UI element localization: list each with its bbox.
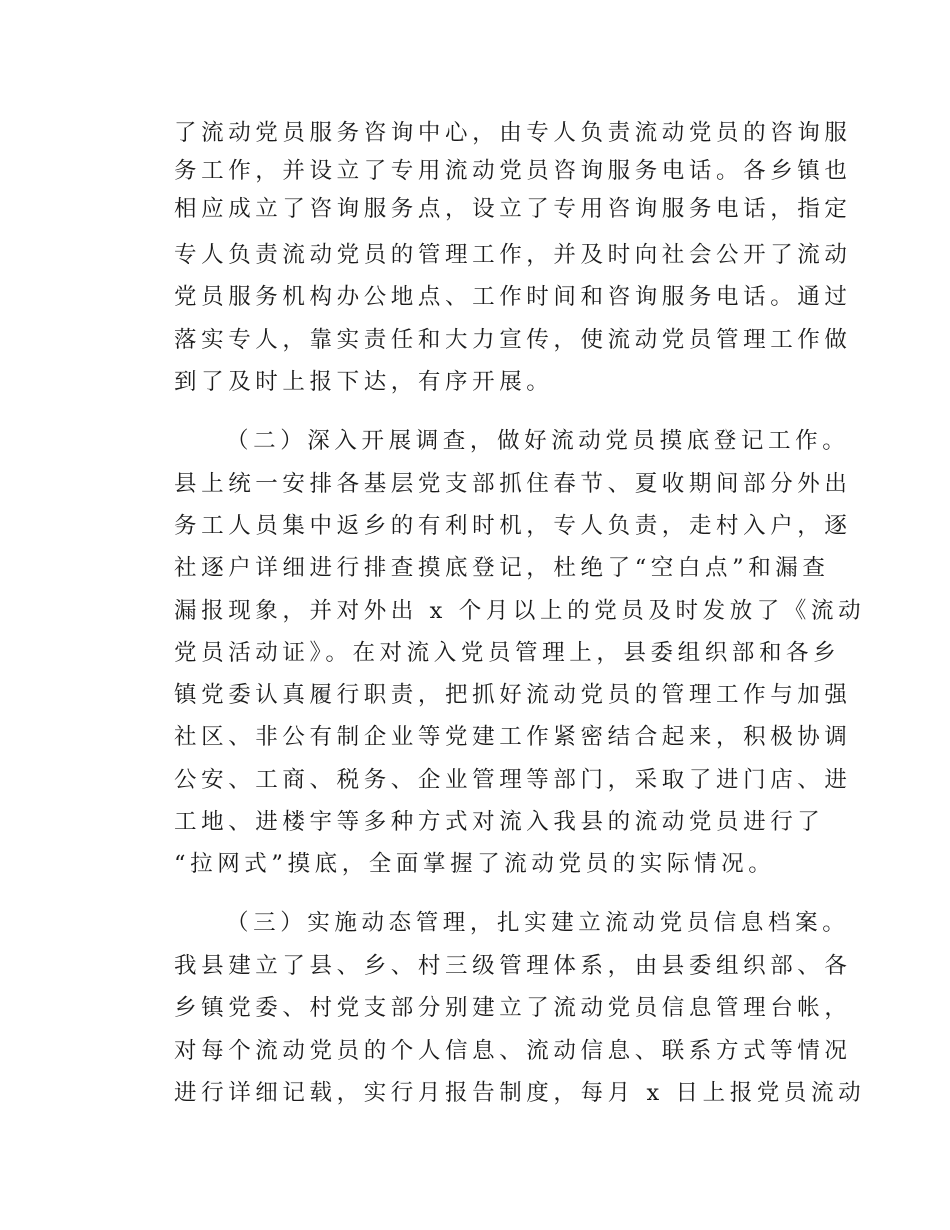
paragraph-2-line-11: “拉网式”摸底，全面掌握了流动党员的实际情况。	[174, 851, 776, 877]
paragraph-2-line-3: 务工人员集中返乡的有利时机，专人负责，走村入户，逐	[174, 513, 852, 539]
paragraph-3-line-3: 乡镇党委、村党支部分别建立了流动党员信息管理台帐，	[174, 995, 852, 1021]
paragraph-2-line-7: 镇党委认真履行职责，把抓好流动党员的管理工作与加强	[174, 682, 852, 708]
paragraph-3-line-5: 进行详细记载，实行月报告制度，每月 x 日上报党员流动	[174, 1080, 866, 1106]
paragraph-2-line-9: 公安、工商、税务、企业管理等部门，采取了进门店、进	[174, 767, 852, 793]
paragraph-2-line-10: 工地、进楼宇等多种方式对流入我县的流动党员进行了	[174, 809, 825, 835]
paragraph-2-line-5: 漏报现象，并对外出 x 个月以上的党员及时发放了《流动	[174, 598, 866, 624]
paragraph-2-line-8: 社区、非公有制企业等党建工作紧密结合起来，积极协调	[174, 724, 852, 750]
paragraph-1-line-6: 落实专人，靠实责任和大力宣传，使流动党员管理工作做	[174, 327, 852, 353]
paragraph-3-heading: （三）实施动态管理，扎实建立流动党员信息档案。	[226, 910, 850, 936]
paragraph-2-line-2: 县上统一安排各基层党支部抓住春节、夏收期间部分外出	[174, 471, 852, 497]
paragraph-1-line-2: 务工作，并设立了专用流动党员咨询服务电话。各乡镇也	[174, 158, 852, 184]
paragraph-3-line-4: 对每个流动党员的个人信息、流动信息、联系方式等情况	[174, 1038, 852, 1064]
paragraph-1-line-7: 到了及时上报下达，有序开展。	[174, 369, 554, 395]
paragraph-1-line-4: 专人负责流动党员的管理工作，并及时向社会公开了流动	[174, 242, 852, 268]
paragraph-3-line-2: 我县建立了县、乡、村三级管理体系，由县委组织部、各	[174, 953, 852, 979]
paragraph-1-line-1: 了流动党员服务咨询中心，由专人负责流动党员的咨询服	[174, 120, 852, 146]
paragraph-2-heading: （二）深入开展调查，做好流动党员摸底登记工作。	[226, 428, 850, 454]
paragraph-2-line-4: 社逐户详细进行排查摸底登记，杜绝了“空白点”和漏查	[174, 555, 830, 581]
paragraph-1-line-3: 相应成立了咨询服务点，设立了专用咨询服务电话，指定	[174, 196, 852, 222]
paragraph-1-line-5: 党员服务机构办公地点、工作时间和咨询服务电话。通过	[174, 284, 852, 310]
paragraph-2-line-6: 党员活动证》。在对流入党员管理上，县委组织部和各乡	[174, 640, 841, 666]
